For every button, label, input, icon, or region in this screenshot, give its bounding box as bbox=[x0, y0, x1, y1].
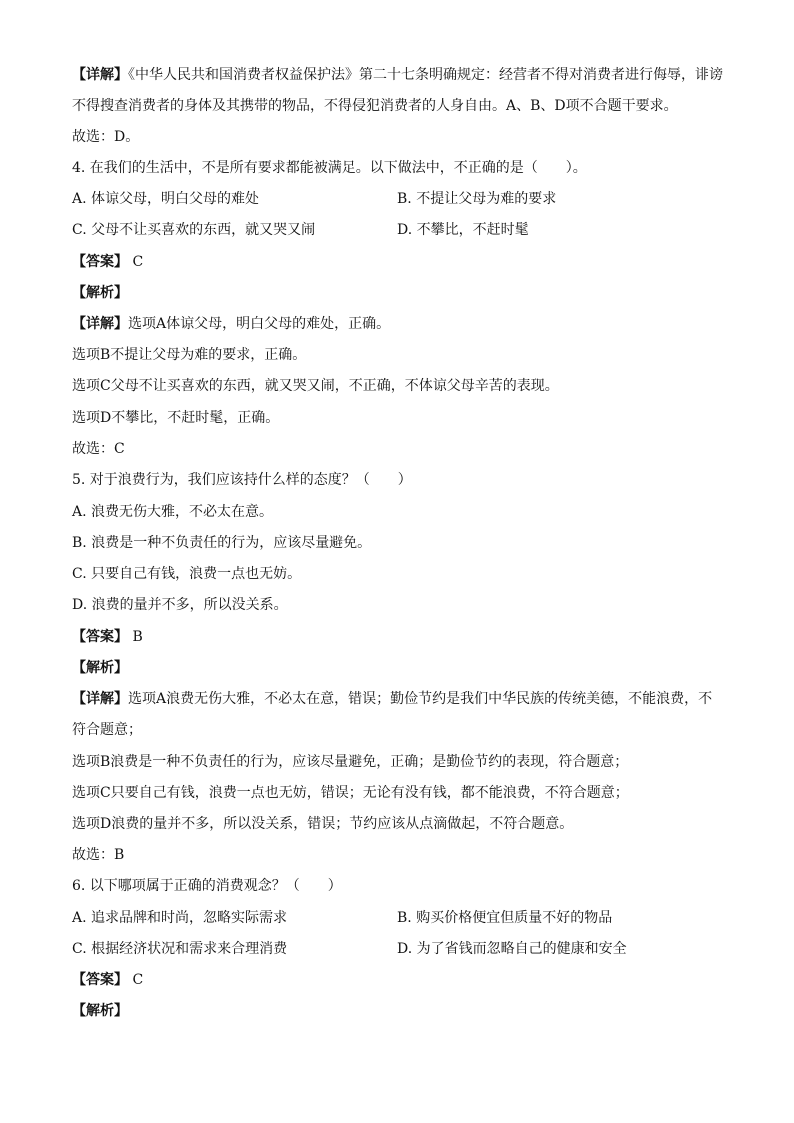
option-a: A. 追求品牌和时尚，忽略实际需求 bbox=[72, 910, 288, 926]
detail-text: 选项A浪费无伤大雅，不必太在意，错误；勤俭节约是我们中华民族的传统美德，不能浪费，不 bbox=[128, 691, 713, 707]
option-c: C. 只要自己有钱，浪费一点也无妨。 bbox=[72, 566, 302, 582]
analysis-tag: 【解析】 bbox=[72, 285, 128, 301]
detail-text: 选项B不提让父母为难的要求，正确。 bbox=[72, 347, 307, 363]
analysis-tag: 【解析】 bbox=[72, 660, 128, 676]
answer-tag: 【答案】 bbox=[72, 629, 128, 645]
option-d: D. 浪费的量并不多，所以没关系。 bbox=[72, 597, 288, 613]
option-b: B. 不提让父母为难的要求 bbox=[397, 191, 557, 207]
answer-line bbox=[72, 971, 143, 989]
option-a: A. 体谅父母，明白父母的难处 bbox=[72, 191, 260, 207]
option-d: D. 为了省钱而忽略自己的健康和安全 bbox=[397, 941, 627, 957]
detail-line bbox=[72, 315, 390, 333]
choose-line: 故选：B bbox=[72, 847, 125, 863]
detail-text: 选项C只要自己有钱，浪费一点也无妨，错误；无论有没有钱，都不能浪费，不符合题意； bbox=[72, 785, 629, 801]
option-c: C. 根据经济状况和需求来合理消费 bbox=[72, 941, 288, 957]
answer-value: B bbox=[132, 629, 143, 645]
option-b: B. 购买价格便宜但质量不好的物品 bbox=[397, 910, 613, 926]
answer-line bbox=[72, 628, 143, 646]
answer-tag: 【答案】 bbox=[72, 254, 128, 270]
detail-text: 选项A体谅父母，明白父母的难处，正确。 bbox=[128, 316, 391, 332]
detail-text: 选项D浪费的量并不多，所以没关系，错误；节约应该从点滴做起，不符合题意。 bbox=[72, 816, 574, 832]
analysis-tag: 【解析】 bbox=[72, 1003, 128, 1019]
text-line: 不得搜查消费者的身体及其携带的物品，不得侵犯消费者的人身自由。A、B、D项不合题干要求。 bbox=[72, 98, 678, 114]
question-stem: 6. 以下哪项属于正确的消费观念？（ ） bbox=[72, 878, 342, 894]
option-b: B. 浪费是一种不负责任的行为，应该尽量避免。 bbox=[72, 535, 372, 551]
detail-text: 选项D不攀比，不赶时髦，正确。 bbox=[72, 410, 280, 426]
question-stem: 4. 在我们的生活中，不是所有要求都能被满足。以下做法中，不正确的是（ ）。 bbox=[72, 160, 587, 176]
detail-tag: 【详解】 bbox=[72, 316, 128, 332]
answer-line bbox=[72, 253, 143, 271]
option-a: A. 浪费无伤大雅，不必太在意。 bbox=[72, 504, 274, 520]
question-stem: 5. 对于浪费行为，我们应该持什么样的态度？（ ） bbox=[72, 472, 412, 488]
choose-line: 故选：D。 bbox=[72, 129, 140, 145]
detail-text: 符合题意； bbox=[72, 722, 142, 738]
detail-line bbox=[72, 66, 723, 84]
answer-value: C bbox=[132, 972, 144, 988]
choose-line: 故选：C bbox=[72, 441, 125, 457]
detail-tag: 【详解】 bbox=[72, 691, 128, 707]
detail-line bbox=[72, 690, 712, 708]
detail-text: 《中华人民共和国消费者权益保护法》第二十七条明确规定：经营者不得对消费者进行侮辱，诽谤 bbox=[128, 67, 723, 83]
detail-text: 选项C父母不让买喜欢的东西，就又哭又闹，不正确，不体谅父母辛苦的表现。 bbox=[72, 378, 559, 394]
answer-tag: 【答案】 bbox=[72, 972, 128, 988]
answer-value: C bbox=[132, 254, 144, 270]
option-d: D. 不攀比，不赶时髦 bbox=[397, 222, 529, 238]
detail-tag: 【详解】 bbox=[72, 67, 128, 83]
option-c: C. 父母不让买喜欢的东西，就又哭又闹 bbox=[72, 222, 316, 238]
detail-text: 选项B浪费是一种不负责任的行为，应该尽量避免，正确；是勤俭节约的表现，符合题意； bbox=[72, 754, 629, 770]
